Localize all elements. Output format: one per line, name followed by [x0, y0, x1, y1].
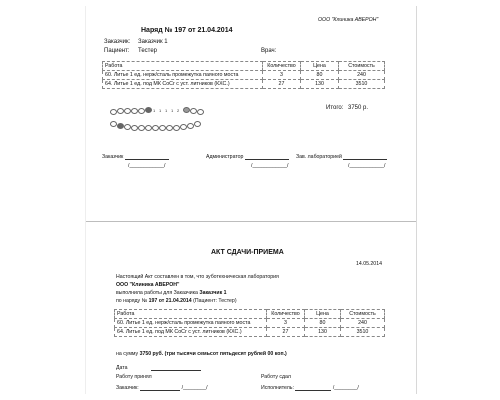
page-divider: [86, 221, 416, 222]
sig-labhead-label: Зав. лабораторией: [296, 153, 387, 160]
tooth-icon[interactable]: [180, 124, 187, 130]
tooth-icon[interactable]: [117, 108, 124, 114]
table-header-row: [103, 62, 385, 71]
col-price: Цена: [301, 62, 339, 71]
order-title: Наряд № 197 от 21.04.2014: [141, 27, 233, 34]
row-cost: 3510: [341, 328, 385, 337]
row-price: 80: [305, 319, 341, 328]
act-line1: Настоящий Акт составлен в том, что зуботехническая лаборатория: [116, 274, 279, 280]
col-work: Работа: [103, 62, 263, 71]
tooth-icon[interactable]: [117, 123, 124, 129]
act-date: 14.05.2014: [356, 261, 382, 267]
row-work: 60. Литье 1 ед. нерж/сталь промежутка паяного моста: [103, 71, 263, 80]
col-cost: Стоимость: [341, 310, 385, 319]
tooth-icon[interactable]: [183, 107, 190, 113]
tooth-number: 1: [165, 108, 168, 113]
customer-value: Заказчик 1: [138, 39, 168, 45]
tooth-icon[interactable]: [110, 109, 117, 115]
document-page: [85, 6, 417, 394]
tooth-icon[interactable]: [131, 125, 138, 131]
patient-value: Тестер: [138, 48, 158, 54]
total-value: 3750 р.: [348, 105, 369, 111]
tooth-icon[interactable]: [138, 108, 145, 114]
table-row: [103, 71, 385, 80]
act-lab: ООО "Клиника АВЕРОН": [116, 282, 180, 288]
total-label: Итого:: [326, 105, 344, 111]
row-qty: 27: [267, 328, 305, 337]
act-customer-sign: Заказчик: /________/: [116, 385, 208, 391]
col-price: Цена: [305, 310, 341, 319]
act-sum: на сумму 3750 руб. (три тысячи семьсот пятьдесят рублей 00 коп.): [116, 351, 287, 357]
tooth-icon[interactable]: [173, 125, 180, 131]
row-price: 80: [301, 71, 339, 80]
tooth-icon[interactable]: [124, 124, 131, 130]
tooth-icon[interactable]: [152, 125, 159, 131]
tooth-number: 1: [159, 108, 162, 113]
tooth-icon[interactable]: [145, 107, 152, 113]
dental-chart: [110, 105, 210, 135]
tooth-icon[interactable]: [187, 123, 194, 129]
tooth-icon[interactable]: [166, 125, 173, 131]
row-work: 64. Литье 1 ед. под МК CoCr с уст. литников (КХС.): [115, 328, 267, 337]
act-executor-sign: Исполнитель: /________/: [261, 385, 359, 391]
row-qty: 27: [263, 80, 301, 89]
sig-customer-blank: /____________/: [128, 163, 166, 169]
row-work: 60. Литье 1 ед. нерж/сталь промежутка паяного моста: [115, 319, 267, 328]
order-items-table: [102, 61, 385, 89]
row-cost: 240: [341, 319, 385, 328]
customer-label: Заказчик:: [104, 39, 131, 45]
tooth-icon[interactable]: [124, 108, 131, 114]
sig-admin-label: Администратор: [206, 153, 289, 160]
act-items-table: [114, 309, 385, 337]
tooth-number: 1: [153, 108, 156, 113]
sig-admin-blank: /____________/: [251, 163, 289, 169]
table-row: [115, 319, 385, 328]
act-line3: по наряду № 197 от 21.04.2014 (Пациент: Тестер): [116, 298, 237, 304]
col-qty: Количество: [263, 62, 301, 71]
act-date-label: Дата: [116, 364, 201, 371]
tooth-icon[interactable]: [197, 109, 204, 115]
patient-label: Пациент:: [104, 48, 130, 54]
row-qty: 3: [267, 319, 305, 328]
row-price: 130: [301, 80, 339, 89]
sig-customer-label: Заказчик: [102, 153, 169, 160]
row-price: 130: [305, 328, 341, 337]
tooth-icon[interactable]: [131, 108, 138, 114]
clinic-name: ООО "Клиника АВЕРОН": [318, 17, 379, 23]
col-cost: Стоимость: [339, 62, 385, 71]
col-work: Работа: [115, 310, 267, 319]
tooth-icon[interactable]: [138, 125, 145, 131]
doctor-label: Врач:: [261, 48, 277, 54]
act-accepted-label: Работу принял: [116, 374, 152, 380]
act-title: АКТ СДАЧИ-ПРИЕМА: [211, 249, 284, 256]
row-qty: 3: [263, 71, 301, 80]
tooth-icon[interactable]: [159, 125, 166, 131]
act-handed-label: Работу сдал: [261, 374, 291, 380]
col-qty: Количество: [267, 310, 305, 319]
tooth-icon[interactable]: [190, 108, 197, 114]
sig-labhead-blank: /____________/: [348, 163, 386, 169]
row-cost: 3510: [339, 80, 385, 89]
table-header-row: [115, 310, 385, 319]
tooth-number: 2: [177, 108, 180, 113]
tooth-number: 1: [171, 108, 174, 113]
row-cost: 240: [339, 71, 385, 80]
row-work: 64. Литье 1 ед. под МК CoCr с уст. литников (КХС.): [103, 80, 263, 89]
tooth-icon[interactable]: [110, 121, 117, 127]
table-row: [115, 328, 385, 337]
table-row: [103, 80, 385, 89]
tooth-icon[interactable]: [145, 125, 152, 131]
tooth-icon[interactable]: [194, 121, 201, 127]
act-line2: выполнила работы для Заказчика Заказчик 1: [116, 290, 227, 296]
